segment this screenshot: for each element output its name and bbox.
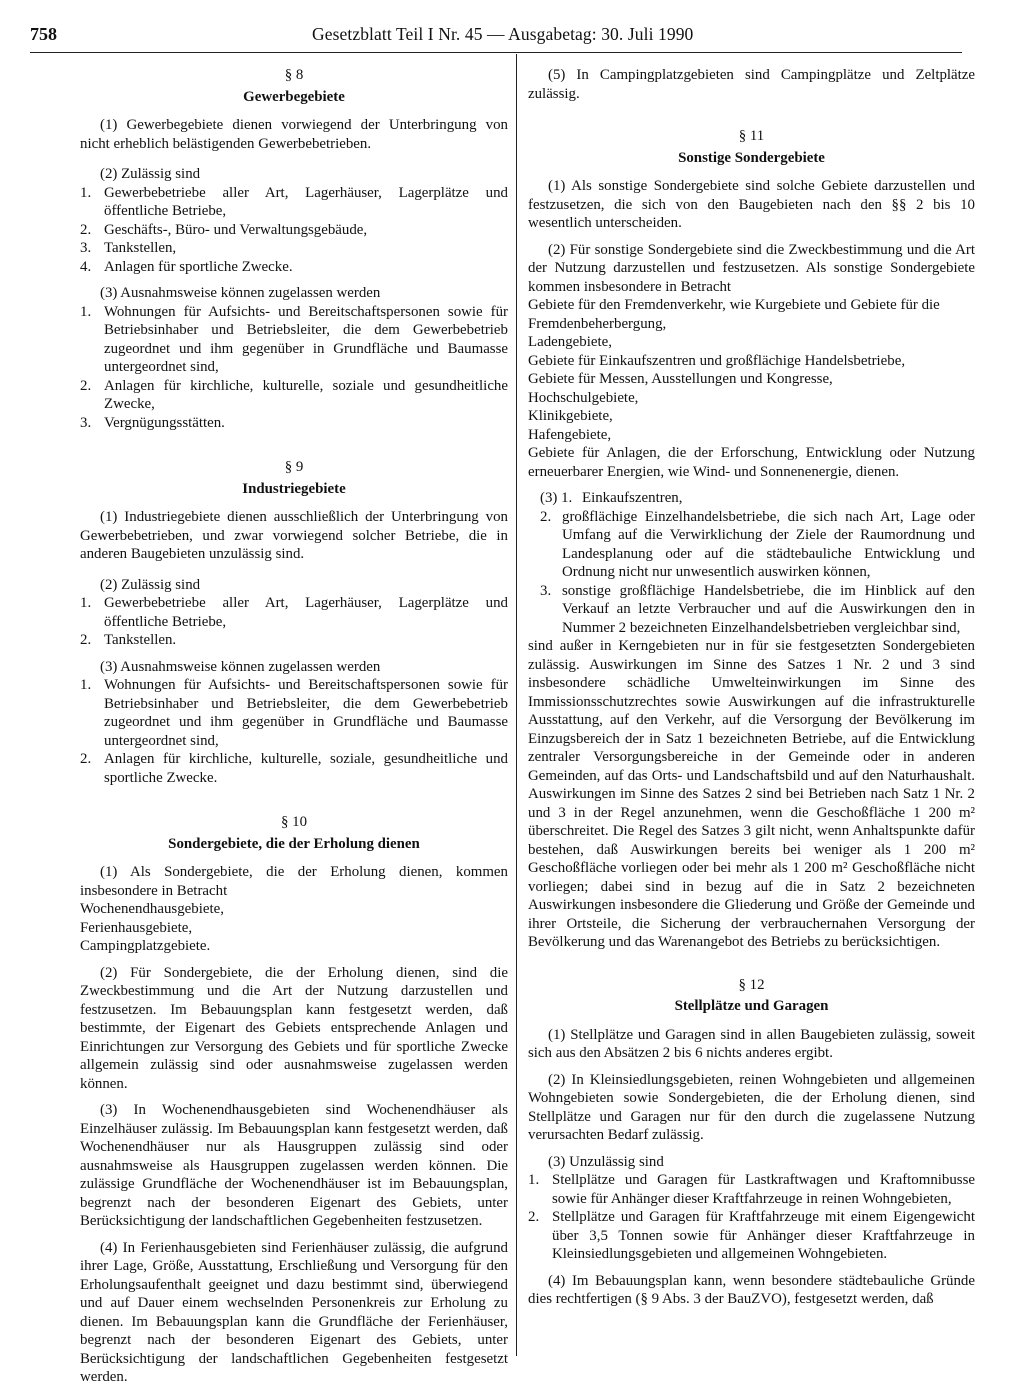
paragraph: (4) In Ferienhausgebieten sind Ferienhäuser zulässig, die aufgrund ihrer Lage, Größe, Ausstattung, Erschließung und Versorgung für den Erholungsaufenthalt geeignet und dazu bestimmt sind, überwiegend und auf Dauer einem wechselnden Personenkreis zur Erholung zu dienen. Im Bebauungsplan kann die Grundfläche der Ferienhäuser, begrenzt nach der besonderen Eigenart des Gebiets, unter Berücksichtigung der landschaftlichen Gegebenheiten festgesetzt werden. [80,1239,508,1385]
section-number: § 11 [738,128,765,144]
paragraph: (1) Stellplätze und Garagen sind in allen Baugebieten zulässig, soweit sich aus den Absätzen 2 bis 6 nichts anderes ergibt. [528,1026,975,1061]
list-item: 2. Geschäfts-, Büro- und Verwaltungsgebäude, [80,221,368,238]
right-column [528,66,975,1309]
section-11 [528,127,975,952]
list-item: 2. großflächige Einzelhandelsbetriebe, die sich nach Art, Lage oder Umfang auf die Verwirklichung der Ziele der Raumordnung und Landesplanung oder auf die städtebauliche Entwicklung und Ordnung nicht nur unwesentlich auswirken können, [540,508,975,580]
list-line: Ferienhausgebiete, [80,919,193,936]
paragraph: sind außer in Kerngebieten nur in für sie festgesetzten Sondergebieten zulässig. Auswirkungen im Sinne des Satzes 1 Nr. 2 und 3 sind insbesondere schädliche Umwelteinwirkungen im Sinne des Immissionsschutzrechtes sowie Auswirkungen auf die infrastrukturelle Ausstattung, auf den Verkehr, auf die Versorgung der Bevölkerung im Einzugsbereich der in Satz 1 bezeichneten Betriebe, auf die Entwicklung zentraler Versorgungsbereiche in der Gemeinde oder in anderen Gemeinden, auf das Orts- und Landschaftsbild und auf den Naturhaushalt. Auswirkungen im Sinne des Satzes 2 sind bei Betrieben nach Satz 1 Nr. 2 und 3 in der Regel anzunehmen, wenn die Geschoßfläche 1 200 m² überschreitet. Die Regel des Satzes 3 gilt nicht, wenn Anhaltspunkte dafür bestehen, daß Auswirkungen bereits bei weniger als 1 200 m² Geschoßfläche vorliegen oder bei mehr als 1 200 m² Geschoßfläche nicht vorliegen; dabei sind in bezug auf die in Satz 2 bezeichneten Auswirkungen insbesondere die Gliederung und Größe der Gemeinde und ihrer Ortsteile, die Sicherung der verbrauchernahen Versorgung der Bevölkerung und das Warenangebot des Betriebs zu berücksichtigen. [528,638,975,950]
paragraph: (2) Für sonstige Sondergebiete sind die Zweckbestimmung und die Art der Nutzung darzustellen und festzusetzen. Als sonstige Sondergebiete kommen insbesondere in Betracht [528,241,975,295]
section-title: Sonstige Sondergebiete [678,149,825,166]
paragraph: (2) In Kleinsiedlungsgebieten, reinen Wohngebieten und allgemeinen Wohngebieten sowie Sondergebieten, die der Erholung dienen, sind Stellplätze und Garagen nur für den durch die zugelassene Nutzung verursachten Bedarf zulässig. [528,1071,975,1143]
list-line: Campingplatzgebiete. [80,938,211,954]
page-header [30,22,962,53]
list-item: 4. Anlagen für sportliche Zwecke. [80,258,293,275]
section-number: § 8 [284,67,304,83]
paragraph: (5) In Campingplatzgebieten sind Campingplätze und Zeltplätze zulässig. [528,67,975,102]
section-title: Industriegebiete [242,480,346,497]
list-item: (3) 1. Einkaufszentren, [540,490,683,506]
section-8 [80,66,508,432]
column-divider [516,54,517,1356]
section-title: Gewerbegebiete [243,88,345,105]
list-item: 1. Wohnungen für Aufsichts- und Bereitschaftspersonen sowie für Betriebsinhaber und Betriebsleiter, die dem Gewerbebetrieb zugeordnet und ihm gegenüber in Grundfläche und Baumasse untergeordnet sind, [80,677,508,749]
section-number: § 9 [284,459,304,475]
list-item: 2. Anlagen für kirchliche, kulturelle, soziale und gesundheitliche Zwecke, [80,377,508,412]
list-intro: (3) Ausnahmsweise können zugelassen werden [100,285,381,301]
list-item: 1. Stellplätze und Garagen für Lastkraftwagen und Kraftomnibusse sowie für Anhänger dieser Kraftfahrzeuge in reinen Wohngebieten, [528,1172,975,1207]
list-line: Ladengebiete, [528,334,612,350]
list-intro: (2) Zulässig sind [100,576,201,593]
section-number: § 12 [738,976,765,993]
list-item: 1. Wohnungen für Aufsichts- und Bereitschaftspersonen sowie für Betriebsinhaber und Betriebsleiter, die dem Gewerbebetrieb zugeordnet und ihm gegenüber in Grundfläche und Baumasse untergeordnet sind, [80,303,508,375]
list-line: Gebiete für Einkaufszentren und großflächige Handelsbetriebe, [528,352,906,369]
list-intro: (3) Ausnahmsweise können zugelassen werden [100,658,381,675]
list-line: Hochschulgebiete, [528,389,639,406]
paragraph: (4) Im Bebauungsplan kann, wenn besondere städtebauliche Gründe dies rechtfertigen (§ 9 Abs. 3 der BauZVO), festgesetzt werden, daß [528,1272,975,1307]
list-item: 2. Tankstellen. [80,632,177,648]
paragraph: (2) Für Sondergebiete, die der Erholung dienen, sind die Zweckbestimmung und die Art der Nutzung darzustellen und festzusetzen. Im Bebauungsplan kann festgesetzt werden, daß bestimmte, der Eigenart des Gebiets entsprechende Anlagen und Einrichtungen zur Versorgung des Gebiets und für sportliche Zwecke allgemein zulässig sind oder ausnahmsweise zugelassen werden können. [80,964,508,1092]
list-line: Wochenendhausgebiete, [80,901,224,917]
section-10 [80,813,508,1387]
section-9 [80,458,508,787]
list-line: Gebiete für Anlagen, die der Erforschung, Entwicklung oder Nutzung erneuerbarer Energien, wie Wind- und Sonnenenergie, dienen. [528,445,975,480]
list-intro: (3) Unzulässig sind [548,1153,664,1170]
paragraph: (1) Gewerbegebiete dienen vorwiegend der Unterbringung von nicht erheblich belästigenden Gewerbebetrieben. [80,117,508,152]
section-title: Stellplätze und Garagen [674,998,829,1014]
list-intro: (2) Zulässig sind [100,166,201,182]
section-12 [528,976,975,1309]
section-number: § 10 [280,814,308,830]
list-item: 2. Stellplätze und Garagen für Kraftfahrzeuge mit einem Eigengewicht über 3,5 Tonnen sowie für Anhänger dieser Kraftfahrzeuge in Kleinsiedlungsgebieten und allgemeinen Wohngebieten. [528,1209,975,1262]
list-line: Gebiete für Messen, Ausstellungen und Kongresse, [528,371,833,387]
left-column [80,66,508,1387]
header-title: Gesetzblatt Teil I Nr. 45 — Ausgabetag: 30. Juli 1990 [312,24,694,44]
list-line: Hafengebiete, [528,426,612,443]
paragraph: (1) Industriegebiete dienen ausschließlich der Unterbringung von Gewerbebetrieben, und zwar vorwiegend solcher Betriebe, die in anderen Baugebieten unzulässig sind. [80,509,508,562]
list-item: 2. Anlagen für kirchliche, kulturelle, soziale, gesundheitliche und sportliche Zwecke. [80,751,508,786]
list-item: 1. Gewerbebetriebe aller Art, Lagerhäuser, Lagerplätze und öffentliche Betriebe, [80,595,508,630]
list-line: Gebiete für den Fremdenverkehr, wie Kurgebiete und Gebiete für die Fremdenbeherbergung, [528,297,940,332]
list-item: 3. Tankstellen, [80,240,177,256]
paragraph: (1) Als Sondergebiete, die der Erholung dienen, kommen insbesondere in Betracht [80,864,508,899]
paragraph: (3) In Wochenendhausgebieten sind Wochenendhäuser als Einzelhäuser zulässig. Im Bebauungsplan kann festgesetzt werden, daß Wochenendhäuser nur als Hausgruppen zulässig sind oder ausnahmsweise als Hausgruppen zugelassen werden können. Die zulässige Grundfläche der Wochenendhäuser ist im Bebauungsplan, begrenzt nach der besonderen Eigenart des Gebiets, unter Berücksichtigung der landschaftlichen Gegebenheiten festzusetzen. [80,1102,508,1229]
page-number: 758 [30,24,57,44]
list-item: 3. Vergnügungsstätten. [80,414,225,431]
list-item: 1. Gewerbebetriebe aller Art, Lagerhäuser, Lagerplätze und öffentliche Betriebe, [80,184,508,219]
section-title: Sondergebiete, die der Erholung dienen [168,835,420,852]
paragraph: (1) Als sonstige Sondergebiete sind solche Gebiete darzustellen und festzusetzen, die sich von den Baugebieten nach den §§ 2 bis 10 wesentlich unterscheiden. [528,178,975,231]
list-line: Klinikgebiete, [528,408,613,424]
list-item: 3. sonstige großflächige Handelsbetriebe, die im Hinblick auf den Verkauf an letzte Verbraucher und auf die Auswirkungen den in Nummer 2 bezeichneten Einzelhandelsbetrieben vergleichbar sind, [540,582,975,636]
